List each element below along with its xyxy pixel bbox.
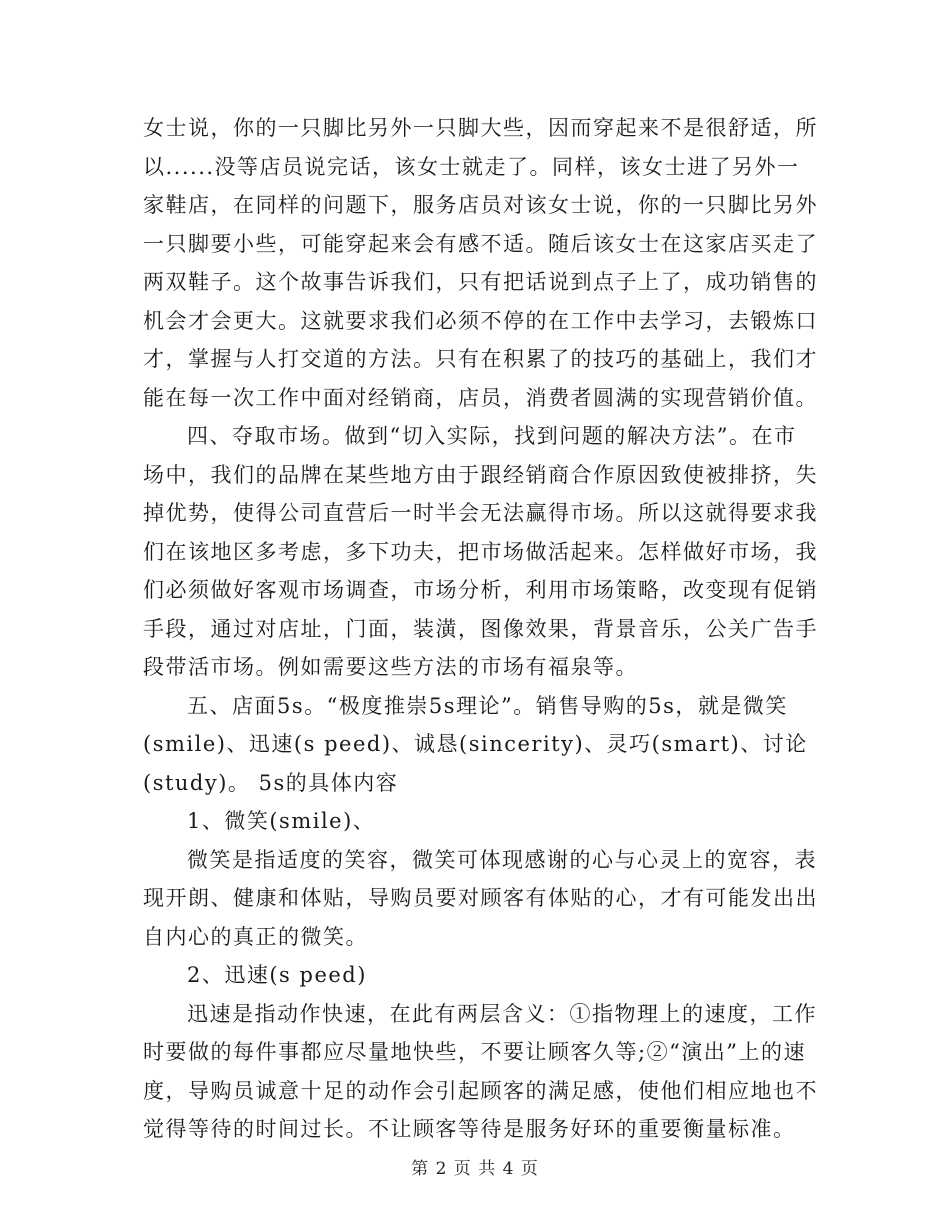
text-line: 能在每一次工作中面对经销商，店员，消费者圆满的实现营销价值。 [143, 385, 818, 410]
text-line: 场中，我们的品牌在某些地方由于跟经销商合作原因致使被排挤，失 [143, 462, 818, 487]
text-line: 现开朗、健康和体贴，导购员要对顾客有体贴的心，才有可能发出出 [143, 886, 818, 910]
text-line: (study)。 5s的具体内容 [143, 770, 399, 795]
paragraph-start-line: 五、店面5s。“极度推崇5s理论”。销售导购的5s，就是微笑 [187, 693, 788, 718]
text-line: 女士说，你的一只脚比另外一只脚大些，因而穿起来不是很舒适，所 [143, 116, 818, 140]
text-line: 两双鞋子。这个故事告诉我们，只有把话说到点子上了，成功销售的 [143, 270, 818, 294]
text-line: 掉优势，使得公司直营后一时半会无法赢得市场。所以这就得要求我 [143, 501, 818, 525]
text-line: 度，导购员诚意十足的动作会引起顾客的满足感，使他们相应地也不 [143, 1078, 818, 1103]
subheading-line: 1、微笑(smile)、 [187, 809, 376, 833]
text-line: 一只脚要小些，可能穿起来会有感不适。随后该女士在这家店买走了 [143, 231, 818, 256]
text-line: 手段，通过对店址，门面，装潢，图像效果，背景音乐，公关广告手 [143, 616, 818, 641]
text-line: 觉得等待的时间过长。不让顾客等待是服务好环的重要衡量标准。 [143, 1117, 796, 1141]
paragraph-start-line: 迅速是指动作快速，在此有两层含义：①指物理上的速度，工作 [187, 1001, 817, 1026]
text-line: 以......没等店员说完话，该女士就走了。同样，该女士进了另外一 [143, 154, 800, 179]
text-line: 家鞋店，在同样的问题下，服务店员对该女士说，你的一只脚比另外 [143, 193, 818, 217]
paragraph-start-line: 微笑是指适度的笑容，微笑可体现感谢的心与心灵上的宽容，表 [187, 847, 817, 872]
body-text [143, 109, 818, 1149]
subheading-line: 2、迅速(s peed) [187, 963, 367, 987]
text-line: 自内心的真正的微笑。 [143, 924, 368, 949]
paragraph-start-line: 四、夺取市场。做到“切入实际，找到问题的解决方法”。在市 [187, 424, 797, 448]
text-line: 才，掌握与人打交道的方法。只有在积累了的技巧的基础上，我们才 [143, 347, 818, 371]
text-line: 机会才会更大。这就要求我们必须不停的在工作中去学习，去锻炼口 [143, 308, 818, 333]
text-line: 段带活市场。例如需要这些方法的市场有福泉等。 [143, 655, 638, 679]
text-line: 时要做的每件事都应尽量地快些，不要让顾客久等;②“演出”上的速 [143, 1040, 807, 1064]
text-line: (smile)、迅速(s peed)、诚恳(sincerity)、灵巧(smart)、讨论 [143, 732, 808, 756]
page-footer: 第 2 页 共 4 页 [411, 1159, 539, 1179]
text-line: 们在该地区多考虑，多下功夫，把市场做活起来。怎样做好市场，我 [143, 539, 818, 564]
text-line: 们必须做好客观市场调查，市场分析，利用市场策略，改变现有促销 [143, 578, 818, 602]
